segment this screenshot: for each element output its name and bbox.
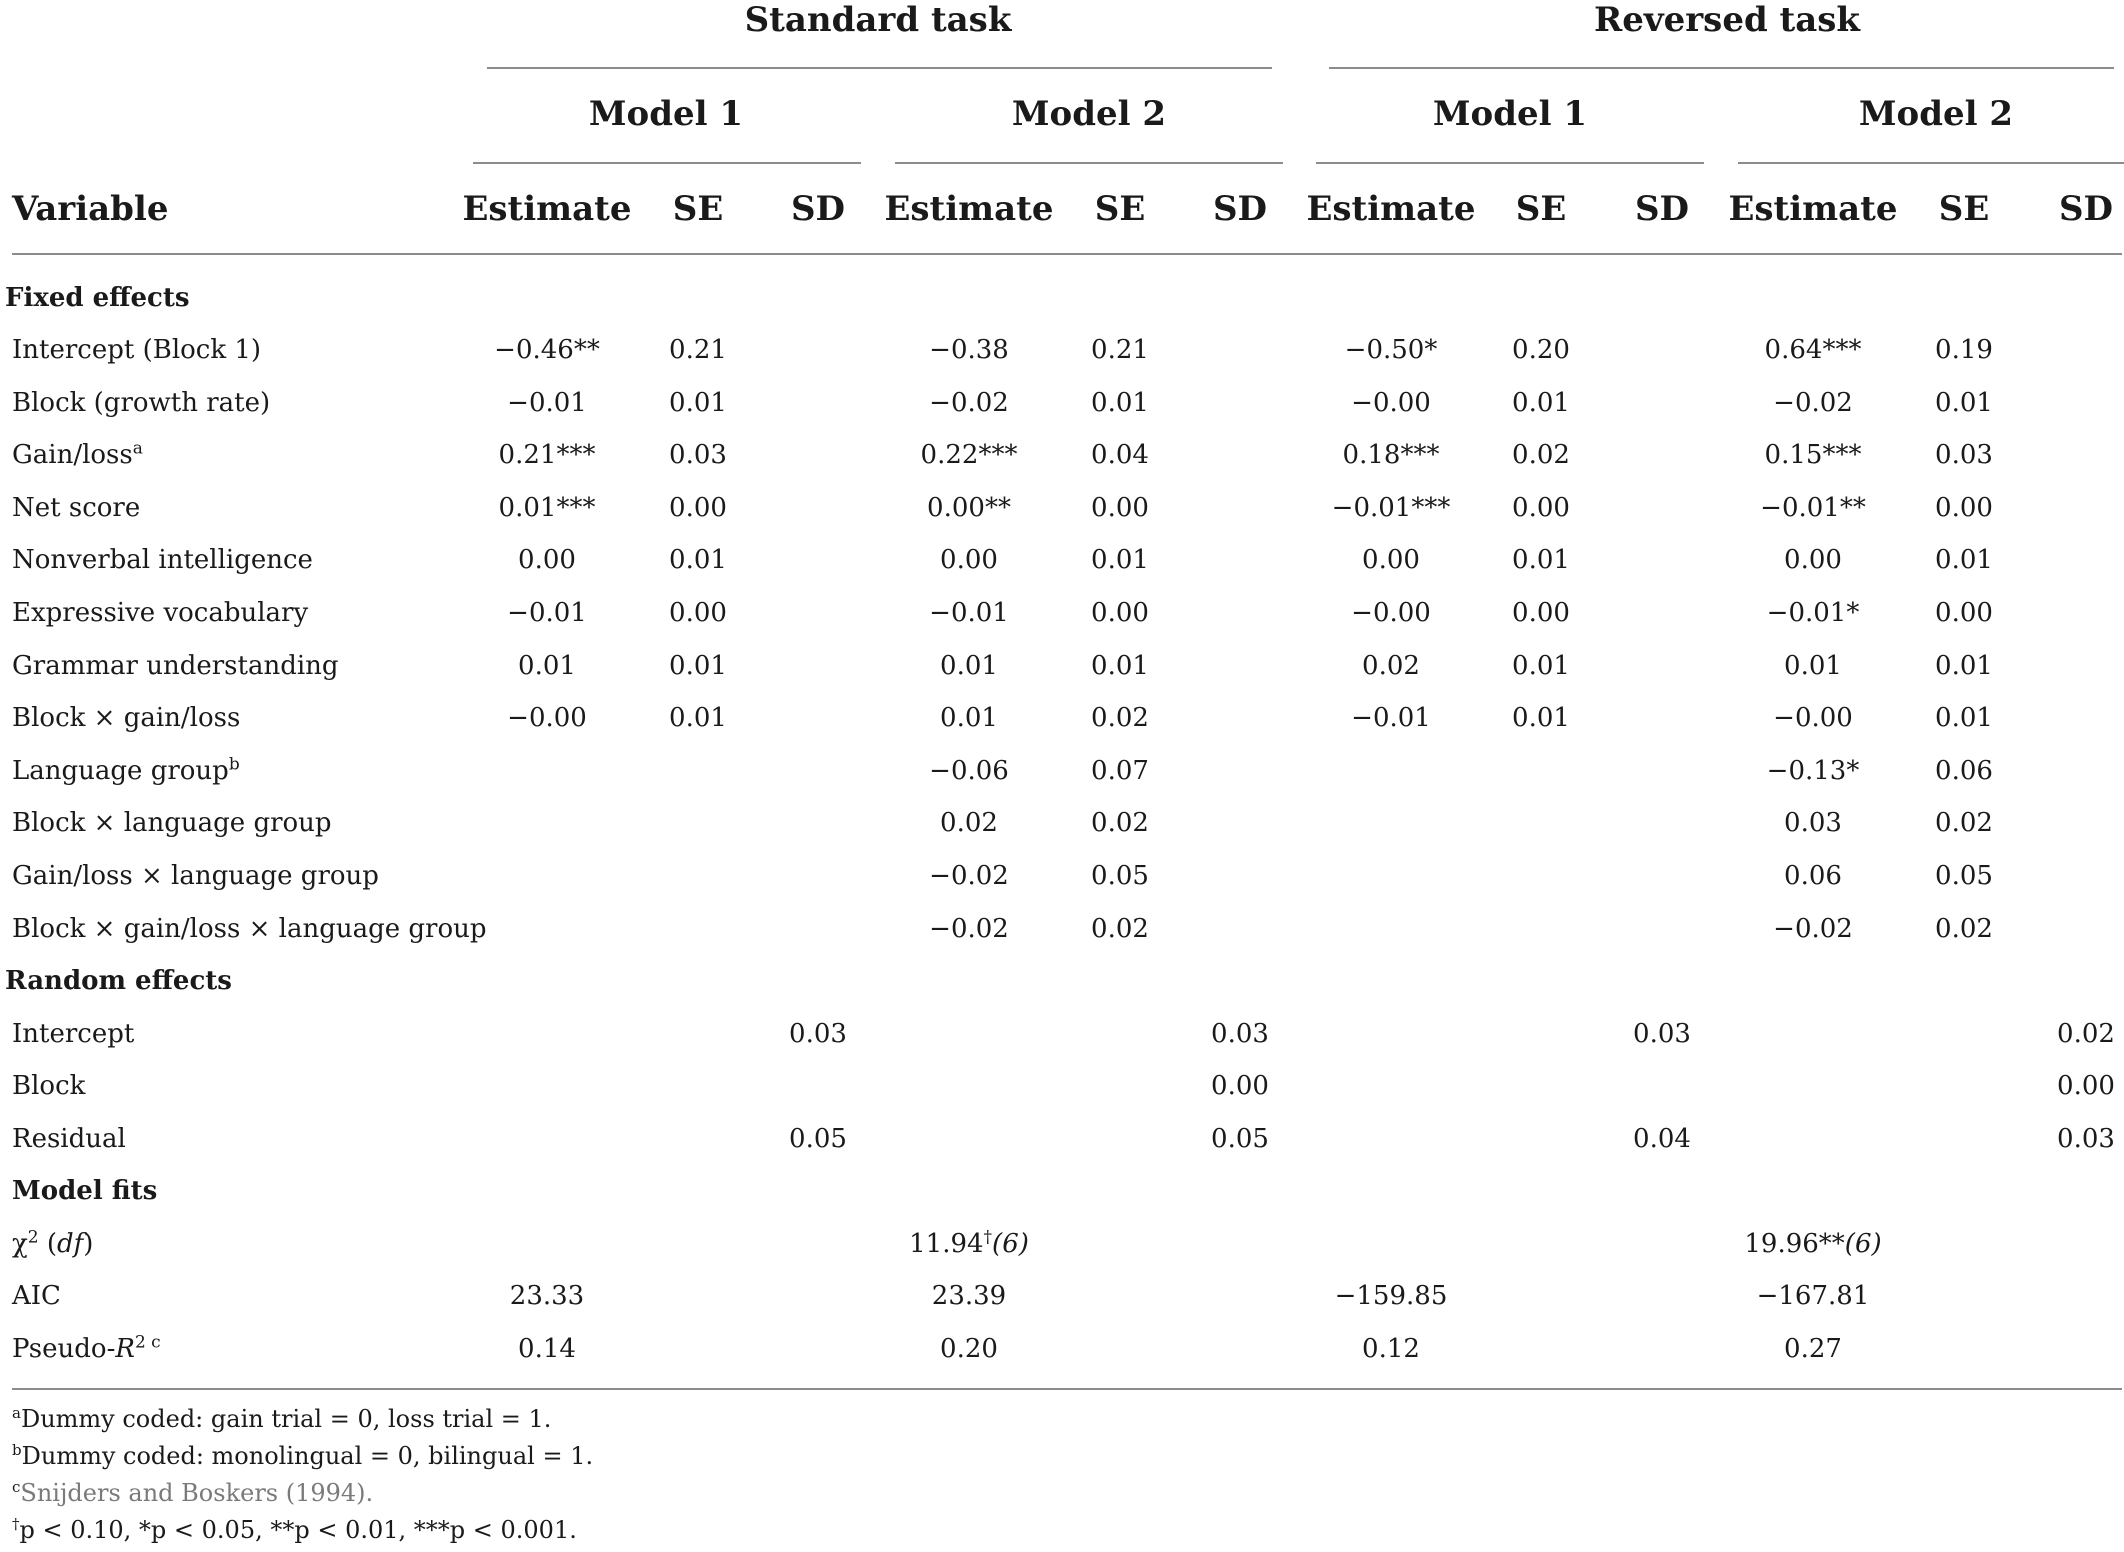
estimate-value: −0.02 <box>929 861 1009 891</box>
model-header: Model 2 <box>1858 94 2014 134</box>
row-label-text: Block × gain/loss × language group <box>12 914 487 944</box>
r-superscript: 2 c <box>134 1332 161 1353</box>
estimate-value: −0.00 <box>1351 598 1431 628</box>
chi-symbol: χ <box>12 1229 28 1259</box>
se-value: 0.02 <box>1091 703 1149 733</box>
footnote-p-text: p < 0.10, *p < 0.05, **p < 0.01, ***p < 0.001. <box>19 1516 577 1544</box>
footnote-p-mark: † <box>12 1515 20 1533</box>
pseudo-r2-value: 0.12 <box>1362 1334 1420 1364</box>
estimate-value: −0.38 <box>929 335 1009 365</box>
se-header: SE <box>1094 189 1146 229</box>
variable-header: Variable <box>12 189 169 229</box>
row-label-text: Intercept (Block 1) <box>12 335 262 365</box>
footnote-b-text: Dummy coded: monolingual = 0, bilingual = 1. <box>21 1442 594 1470</box>
section-fits: Model fits <box>12 1176 158 1206</box>
se-value: 0.05 <box>1935 861 1993 891</box>
estimate-value: −0.01*** <box>1331 493 1451 523</box>
estimate-value: −0.01 <box>507 598 587 628</box>
estimate-header: Estimate <box>1306 189 1476 229</box>
aic-value: −159.85 <box>1334 1281 1448 1311</box>
sd-header: SD <box>790 189 846 229</box>
row-label <box>12 545 313 575</box>
row-label-text: Expressive vocabulary <box>12 598 309 628</box>
chi-square-value <box>839 1229 1099 1259</box>
row-label-text: Language group <box>12 756 229 786</box>
se-value: 0.02 <box>1512 440 1570 470</box>
estimate-value: 0.01 <box>518 651 576 681</box>
bottom-rule <box>12 1388 2122 1390</box>
estimate-value: −0.02 <box>1773 914 1853 944</box>
se-value: 0.01 <box>1935 388 1993 418</box>
estimate-value: −0.46** <box>494 335 600 365</box>
footnote-b <box>12 1442 593 1470</box>
se-value: 0.04 <box>1091 440 1149 470</box>
estimate-value: 0.15*** <box>1764 440 1862 470</box>
se-value: 0.19 <box>1935 335 1993 365</box>
se-value: 0.00 <box>1512 493 1570 523</box>
footnote-a <box>12 1405 551 1433</box>
sd-value: 0.03 <box>1211 1019 1269 1049</box>
sd-value: 0.05 <box>1211 1124 1269 1154</box>
pseudo-r2-value: 0.14 <box>518 1334 576 1364</box>
estimate-value: 0.18*** <box>1342 440 1440 470</box>
se-value: 0.01 <box>1512 703 1570 733</box>
se-value: 0.06 <box>1935 756 1993 786</box>
se-value: 0.02 <box>1935 914 1993 944</box>
row-label <box>12 388 270 418</box>
estimate-value: 0.00 <box>518 545 576 575</box>
estimate-value: −0.06 <box>929 756 1009 786</box>
sd-value: 0.02 <box>2057 1019 2115 1049</box>
estimate-value: −0.50* <box>1344 335 1438 365</box>
estimate-value: 0.01 <box>940 651 998 681</box>
estimate-value: 0.03 <box>1784 808 1842 838</box>
row-label <box>12 703 240 733</box>
aic-label: AIC <box>12 1281 61 1311</box>
se-value: 0.01 <box>669 651 727 681</box>
aic-value: −167.81 <box>1756 1281 1870 1311</box>
se-header: SE <box>1938 189 1990 229</box>
pseudo-r2-value: 0.20 <box>940 1334 998 1364</box>
footnote-mark: b <box>228 754 240 775</box>
estimate-value: 0.64*** <box>1764 335 1862 365</box>
model-rule <box>895 162 1283 164</box>
model-header: Model 1 <box>1432 94 1588 134</box>
row-label <box>12 651 339 681</box>
footnote-c <box>12 1479 373 1507</box>
se-value: 0.01 <box>1935 545 1993 575</box>
se-value: 0.01 <box>1512 651 1570 681</box>
estimate-value: −0.00 <box>507 703 587 733</box>
row-label-text: Block × gain/loss <box>12 703 241 733</box>
estimate-value: 0.01*** <box>498 493 596 523</box>
row-label <box>12 335 261 365</box>
header-rule <box>12 253 2122 255</box>
se-value: 0.02 <box>1091 808 1149 838</box>
chi-square-label: $\chi^2$ (df) <box>12 1227 94 1259</box>
estimate-value: −0.00 <box>1351 388 1431 418</box>
footnote-mark: a <box>132 438 143 459</box>
se-value: 0.01 <box>669 545 727 575</box>
row-label-text: Net score <box>12 493 141 523</box>
model-header: Model 1 <box>588 94 744 134</box>
row-label <box>12 861 379 891</box>
se-value: 0.00 <box>669 493 727 523</box>
estimate-value: −0.01 <box>507 388 587 418</box>
row-label-text: Block (growth rate) <box>12 388 271 418</box>
se-value: 0.03 <box>669 440 727 470</box>
row-label <box>12 598 308 628</box>
chi-df: (6) <box>992 1229 1029 1259</box>
footnote-a-mark: a <box>12 1404 21 1422</box>
sd-header: SD <box>1634 189 1690 229</box>
estimate-header: Estimate <box>1728 189 1898 229</box>
estimate-header: Estimate <box>884 189 1054 229</box>
sd-value: 0.03 <box>2057 1124 2115 1154</box>
row-label: Intercept <box>12 1019 135 1049</box>
estimate-value: 0.00 <box>1784 545 1842 575</box>
estimate-value: 0.00 <box>1362 545 1420 575</box>
se-value: 0.01 <box>669 388 727 418</box>
chi-superscript: 2 <box>27 1227 39 1248</box>
estimate-value: −0.02 <box>1773 388 1853 418</box>
row-label-text: Nonverbal intelligence <box>12 545 313 575</box>
row-label <box>12 756 240 786</box>
row-label: Block <box>12 1071 86 1101</box>
estimate-value: −0.01** <box>1760 493 1866 523</box>
sd-value: 0.03 <box>789 1019 847 1049</box>
se-value: 0.21 <box>1091 335 1149 365</box>
sd-value: 0.00 <box>2057 1071 2115 1101</box>
significance-mark: † <box>983 1227 993 1248</box>
estimate-value: 0.22*** <box>920 440 1018 470</box>
pseudo-r2-value: 0.27 <box>1784 1334 1842 1364</box>
se-value: 0.03 <box>1935 440 1993 470</box>
footnote-b-mark: b <box>12 1441 22 1459</box>
row-label <box>12 808 332 838</box>
footnote-p <box>12 1516 577 1544</box>
estimate-value: −0.00 <box>1773 703 1853 733</box>
se-value: 0.00 <box>669 598 727 628</box>
sd-value: 0.04 <box>1633 1124 1691 1154</box>
se-value: 0.01 <box>1512 388 1570 418</box>
footnote-c-mark: c <box>12 1478 21 1496</box>
se-value: 0.07 <box>1091 756 1149 786</box>
estimate-value: 0.00 <box>940 545 998 575</box>
chi-square-value <box>1683 1229 1943 1259</box>
row-label: Residual <box>12 1124 126 1154</box>
se-value: 0.00 <box>1935 598 1993 628</box>
estimate-value: −0.01 <box>929 598 1009 628</box>
se-value: 0.00 <box>1935 493 1993 523</box>
estimate-value: −0.13* <box>1766 756 1860 786</box>
se-header: SE <box>1515 189 1567 229</box>
se-value: 0.01 <box>1091 651 1149 681</box>
chi-value: 19.96** <box>1744 1229 1845 1259</box>
footnote-a-text: Dummy coded: gain trial = 0, loss trial = 1. <box>20 1405 552 1433</box>
estimate-value: 0.21*** <box>498 440 596 470</box>
pseudo-text: Pseudo- <box>12 1334 116 1364</box>
chi-df: (6) <box>1844 1229 1882 1259</box>
row-label-text: Block × language group <box>12 808 332 838</box>
aic-value: 23.33 <box>509 1281 585 1311</box>
se-value: 0.01 <box>669 703 727 733</box>
estimate-value: 0.02 <box>1362 651 1420 681</box>
se-value: 0.00 <box>1512 598 1570 628</box>
aic-value: 23.39 <box>931 1281 1007 1311</box>
estimate-value: 0.06 <box>1784 861 1842 891</box>
se-value: 0.01 <box>1512 545 1570 575</box>
group-rule <box>487 67 1272 69</box>
estimate-value: −0.01* <box>1766 598 1860 628</box>
estimate-value: −0.02 <box>929 914 1009 944</box>
row-label-text: Grammar understanding <box>12 651 339 681</box>
estimate-header: Estimate <box>462 189 632 229</box>
estimate-value: 0.02 <box>940 808 998 838</box>
sd-value: 0.03 <box>1633 1019 1691 1049</box>
se-value: 0.01 <box>1091 388 1149 418</box>
sd-value: 0.00 <box>1211 1071 1269 1101</box>
sd-value: 0.05 <box>789 1124 847 1154</box>
estimate-value: −0.02 <box>929 388 1009 418</box>
estimate-value: 0.01 <box>1784 651 1842 681</box>
se-header: SE <box>672 189 724 229</box>
se-value: 0.00 <box>1091 493 1149 523</box>
se-value: 0.20 <box>1512 335 1570 365</box>
estimate-value: 0.01 <box>940 703 998 733</box>
se-value: 0.01 <box>1935 703 1993 733</box>
se-value: 0.05 <box>1091 861 1149 891</box>
row-label <box>12 914 487 944</box>
model-header: Model 2 <box>1011 94 1167 134</box>
pseudo-r2-label <box>12 1334 161 1364</box>
section-fixed: Fixed effects <box>5 283 190 313</box>
row-label <box>12 493 140 523</box>
footnote-c-text: Snijders and Boskers (1994). <box>20 1479 374 1507</box>
se-value: 0.02 <box>1091 914 1149 944</box>
model-rule <box>1738 162 2124 164</box>
section-random: Random effects <box>5 966 232 996</box>
sd-header: SD <box>1212 189 1268 229</box>
sd-header: SD <box>2058 189 2114 229</box>
se-value: 0.01 <box>1935 651 1993 681</box>
estimate-value: 0.00** <box>927 493 1011 523</box>
model-rule <box>473 162 861 164</box>
group-header: Standard task <box>744 0 1012 40</box>
se-value: 0.01 <box>1091 545 1149 575</box>
r-symbol: R <box>115 1334 135 1364</box>
se-value: 0.21 <box>669 335 727 365</box>
model-rule <box>1316 162 1704 164</box>
group-rule <box>1329 67 2114 69</box>
chi-value: 11.94 <box>909 1229 984 1259</box>
estimate-value: −0.01 <box>1351 703 1431 733</box>
df-label: df <box>57 1229 84 1259</box>
group-header: Reversed task <box>1593 0 1860 40</box>
se-value: 0.00 <box>1091 598 1149 628</box>
row-label-text: Gain/loss × language group <box>12 861 379 891</box>
row-label <box>12 440 143 470</box>
row-label-text: Gain/loss <box>12 440 133 470</box>
se-value: 0.02 <box>1935 808 1993 838</box>
